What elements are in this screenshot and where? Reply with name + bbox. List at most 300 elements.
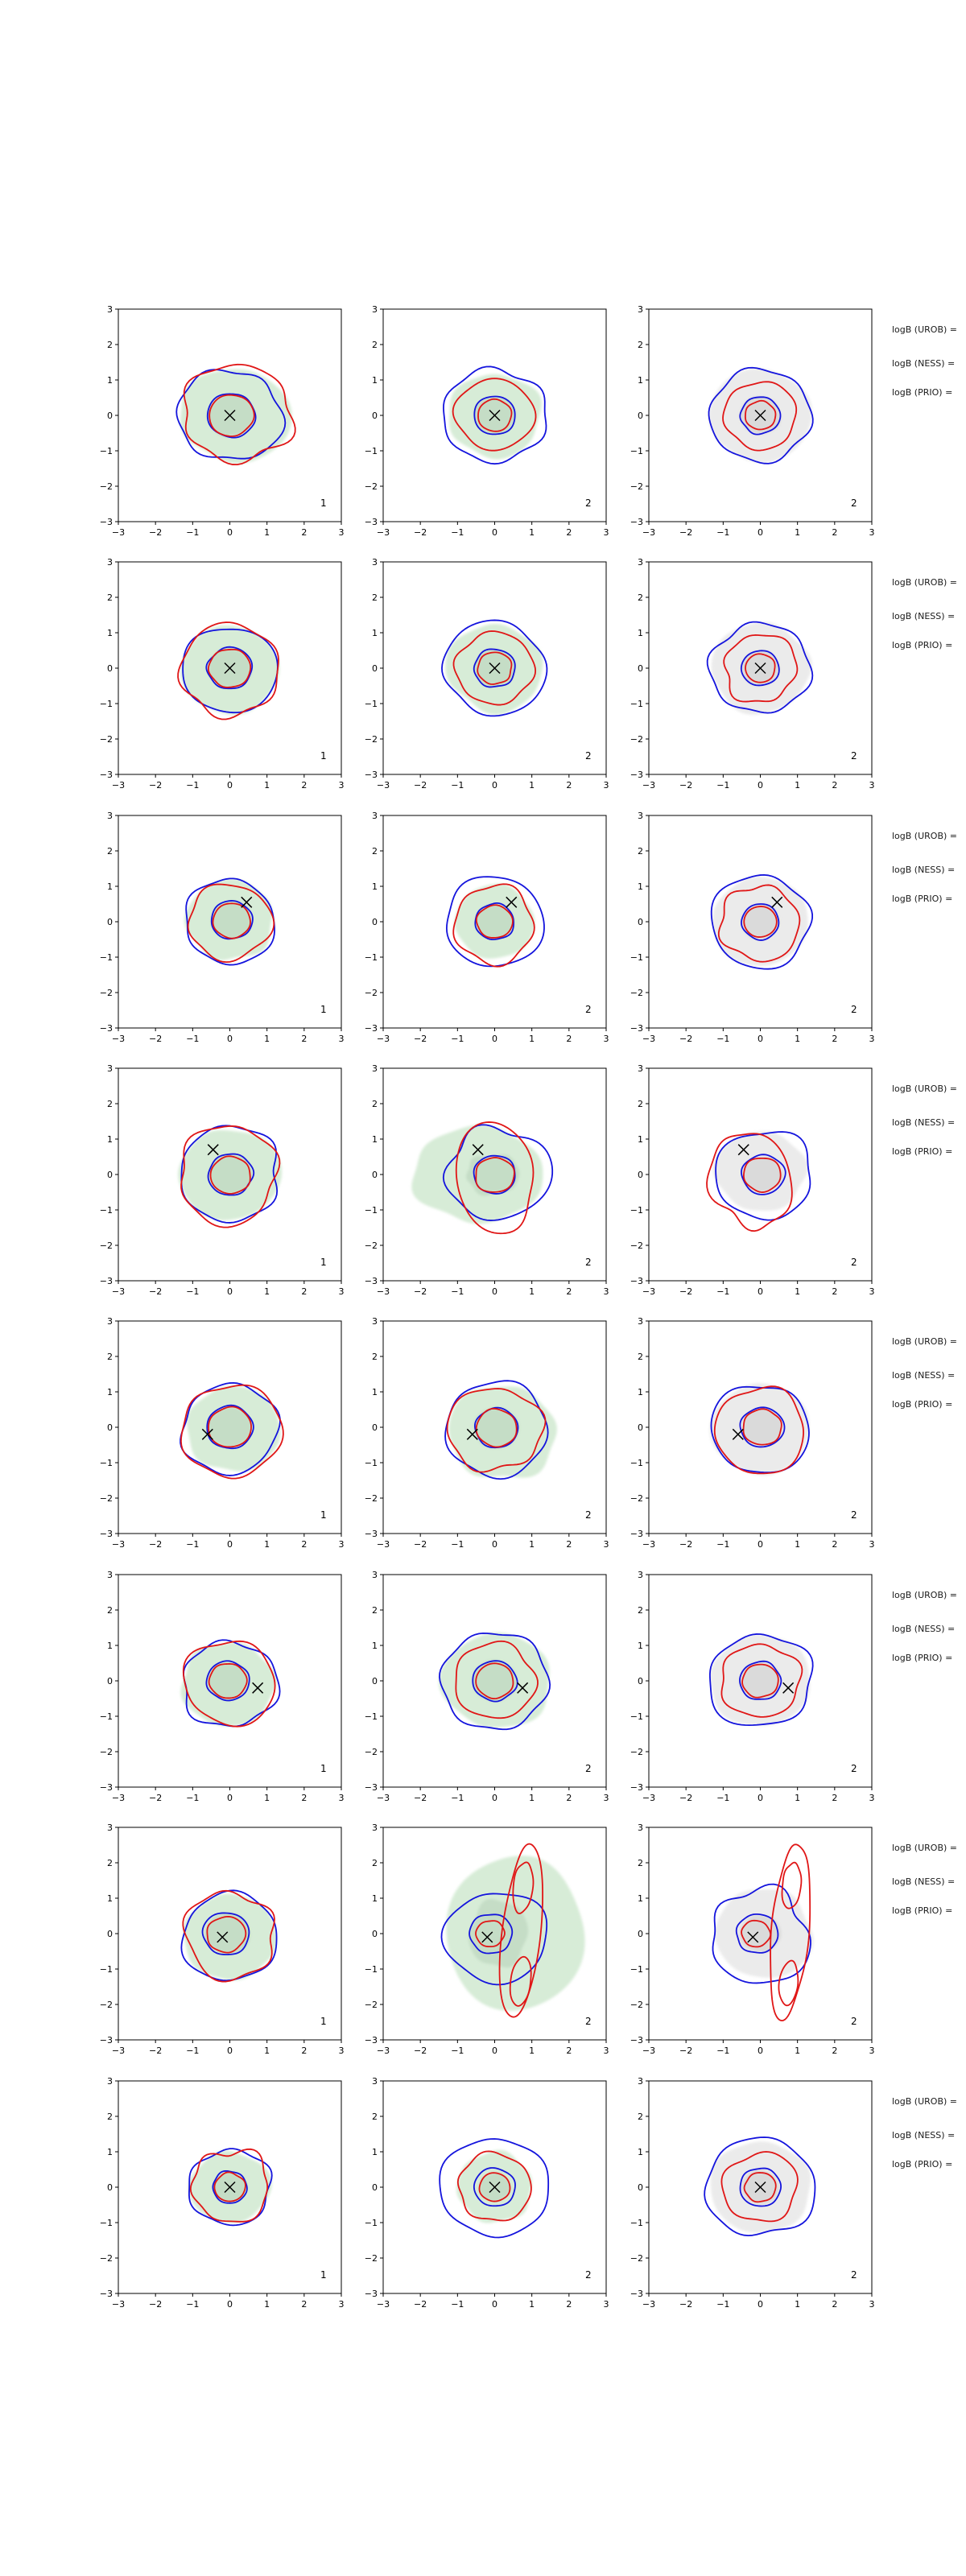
panel-number-label: 1 (320, 497, 327, 510)
y-tick-label: −2 (99, 2000, 113, 2010)
x-tick-label: 3 (338, 1793, 345, 1803)
subplot-r4c2 (356, 1062, 618, 1308)
plot-svg-r5c1 (91, 1315, 353, 1558)
panel-number-label: 2 (585, 2269, 592, 2281)
y-tick-label: −3 (630, 1529, 643, 1539)
y-tick-label: −2 (364, 1747, 378, 1757)
logb-ness-label: logB (NESS) = (892, 1624, 956, 1634)
logb-prio-label: logB (PRIO) = (892, 1905, 953, 1916)
y-tick-label: −2 (630, 1493, 643, 1504)
logb-prio-label: logB (PRIO) = (892, 1399, 953, 1410)
subplot-r2c3 (621, 555, 884, 802)
x-tick-label: 1 (264, 1539, 270, 1550)
x-tick-label: 0 (227, 1034, 233, 1044)
y-tick-label: −1 (630, 1205, 643, 1216)
subplot-r4c1 (91, 1062, 353, 1308)
logb-prio-label: logB (PRIO) = (892, 894, 953, 904)
x-tick-label: 2 (832, 2046, 838, 2056)
x-tick-label: 0 (758, 527, 763, 538)
plot-svg-r8c1 (91, 2074, 353, 2318)
x-tick-label: 1 (795, 1539, 801, 1550)
plot-svg-r2c2 (356, 555, 618, 799)
x-tick-label: −2 (149, 1539, 163, 1550)
y-tick-label: −3 (364, 770, 378, 780)
y-tick-label: 1 (372, 1134, 378, 1145)
panel-number-label: 2 (851, 1763, 857, 1775)
y-tick-label: −2 (99, 734, 113, 745)
x-tick-label: 0 (758, 2299, 763, 2310)
y-tick-label: 3 (372, 811, 378, 821)
y-tick-label: 2 (638, 1858, 643, 1868)
y-tick-label: −3 (364, 1276, 378, 1286)
x-tick-label: −2 (414, 1034, 427, 1044)
x-tick-label: 2 (832, 1793, 838, 1803)
x-tick-label: −3 (642, 2299, 656, 2310)
x-tick-label: −2 (679, 1793, 693, 1803)
logb-urob-label: logB (UROB) = (892, 1843, 958, 1853)
x-tick-label: −3 (111, 780, 126, 791)
logb-ness-label: logB (NESS) = (892, 611, 956, 621)
y-tick-label: 3 (372, 1570, 378, 1580)
x-tick-label: 0 (492, 1034, 497, 1044)
panel-number-label: 1 (320, 1763, 327, 1775)
y-tick-label: −3 (99, 2289, 113, 2299)
plot-svg-r2c3 (621, 555, 884, 799)
plot-svg-r3c2 (356, 809, 618, 1052)
x-tick-label: −1 (716, 2046, 730, 2056)
panel-number-label: 2 (851, 2016, 857, 2028)
x-tick-label: 0 (758, 1034, 763, 1044)
x-tick-label: 2 (301, 1793, 308, 1803)
x-tick-label: 2 (301, 2299, 308, 2310)
x-tick-label: −3 (376, 1539, 390, 1550)
x-tick-label: 3 (869, 2046, 875, 2056)
x-tick-label: −2 (149, 2299, 163, 2310)
x-tick-label: 2 (566, 1286, 572, 1297)
y-tick-label: −2 (630, 481, 643, 492)
y-tick-label: −3 (630, 517, 643, 527)
y-tick-label: 0 (372, 1422, 378, 1433)
x-tick-label: 2 (301, 1539, 308, 1550)
x-tick-label: −3 (376, 780, 390, 791)
x-tick-label: 2 (832, 527, 838, 538)
subplot-r3c1 (91, 809, 353, 1055)
x-tick-label: −3 (642, 1793, 656, 1803)
x-tick-label: 3 (603, 1539, 609, 1550)
x-tick-label: −2 (149, 780, 163, 791)
y-tick-label: 2 (372, 1099, 378, 1109)
x-tick-label: 1 (795, 1034, 801, 1044)
y-tick-label: −1 (364, 1458, 378, 1468)
panel-number-label: 2 (851, 1509, 857, 1521)
x-tick-label: −1 (716, 780, 730, 791)
x-tick-label: 0 (758, 1793, 763, 1803)
y-tick-label: 1 (638, 881, 643, 892)
x-tick-label: 1 (529, 1034, 535, 1044)
y-tick-label: −1 (99, 1205, 113, 1216)
y-tick-label: 3 (638, 2076, 643, 2087)
plot-svg-r4c3 (621, 1062, 884, 1305)
y-tick-label: 1 (107, 2147, 113, 2157)
y-tick-label: −2 (99, 1493, 113, 1504)
y-tick-label: 0 (107, 1929, 113, 1939)
y-tick-label: 2 (372, 1858, 378, 1868)
logb-ness-label: logB (NESS) = (892, 1117, 956, 1128)
x-tick-label: 0 (227, 1539, 233, 1550)
panel-number-label: 1 (320, 1257, 327, 1269)
x-tick-label: −1 (186, 527, 200, 538)
x-tick-label: 1 (264, 527, 270, 538)
x-tick-label: 0 (758, 2046, 763, 2056)
panel-number-label: 1 (320, 2269, 327, 2281)
logb-urob-label: logB (UROB) = (892, 1336, 958, 1347)
x-tick-label: 0 (227, 780, 233, 791)
subplot-r3c2 (356, 809, 618, 1055)
subplot-r2c2 (356, 555, 618, 802)
x-tick-label: 0 (758, 1286, 763, 1297)
y-tick-label: 0 (638, 1676, 643, 1686)
panel-number-label: 2 (585, 2016, 592, 2028)
y-tick-label: 1 (372, 881, 378, 892)
y-tick-label: 2 (107, 592, 113, 603)
y-tick-label: −2 (364, 2253, 378, 2264)
panel-number-label: 2 (851, 497, 857, 510)
y-tick-label: −1 (630, 952, 643, 963)
panel-number-label: 2 (585, 750, 592, 762)
y-tick-label: −3 (364, 2035, 378, 2046)
x-tick-label: 1 (795, 2299, 801, 2310)
x-tick-label: 3 (603, 527, 609, 538)
y-tick-label: 0 (638, 1170, 643, 1180)
x-tick-label: −1 (451, 527, 464, 538)
subplot-r6c2 (356, 1568, 618, 1814)
y-tick-label: −2 (364, 734, 378, 745)
y-tick-label: 3 (638, 1316, 643, 1327)
x-tick-label: −1 (716, 1286, 730, 1297)
y-tick-label: 2 (638, 592, 643, 603)
x-tick-label: −3 (111, 2046, 126, 2056)
y-tick-label: 2 (638, 1352, 643, 1362)
y-tick-label: −3 (364, 1023, 378, 1034)
logb-urob-label: logB (UROB) = (892, 2096, 958, 2107)
x-tick-label: 1 (264, 2299, 270, 2310)
subplot-r5c2 (356, 1315, 618, 1561)
x-tick-label: 3 (603, 2046, 609, 2056)
x-tick-label: −3 (111, 1793, 126, 1803)
x-tick-label: 3 (869, 780, 875, 791)
x-tick-label: −1 (451, 1286, 464, 1297)
x-tick-label: 2 (832, 1034, 838, 1044)
x-tick-label: 0 (492, 1286, 497, 1297)
x-tick-label: 2 (301, 780, 308, 791)
x-tick-label: 0 (227, 2046, 233, 2056)
y-tick-label: −1 (364, 1711, 378, 1722)
y-tick-label: 2 (372, 1352, 378, 1362)
x-tick-label: −1 (716, 1793, 730, 1803)
x-tick-label: 3 (869, 2299, 875, 2310)
y-tick-label: −3 (364, 1529, 378, 1539)
y-tick-label: 0 (372, 411, 378, 421)
y-tick-label: 1 (638, 1134, 643, 1145)
x-tick-label: 3 (338, 527, 345, 538)
x-tick-label: −1 (716, 1539, 730, 1550)
x-tick-label: −3 (642, 780, 656, 791)
subplot-r6c1 (91, 1568, 353, 1814)
x-tick-label: 3 (338, 780, 345, 791)
y-tick-label: −3 (364, 517, 378, 527)
x-tick-label: −2 (414, 2046, 427, 2056)
y-tick-label: 2 (372, 340, 378, 350)
plot-svg-r6c1 (91, 1568, 353, 1811)
x-tick-label: 0 (492, 1539, 497, 1550)
x-tick-label: 3 (338, 1539, 345, 1550)
plot-svg-r4c2 (356, 1062, 618, 1305)
x-tick-label: 3 (869, 527, 875, 538)
plot-svg-r4c1 (91, 1062, 353, 1305)
y-tick-label: 1 (107, 881, 113, 892)
plot-svg-r3c1 (91, 809, 353, 1052)
y-tick-label: 3 (372, 1823, 378, 1833)
x-tick-label: 2 (566, 1793, 572, 1803)
x-tick-label: 1 (795, 527, 801, 538)
plot-svg-r5c3 (621, 1315, 884, 1558)
y-tick-label: 1 (107, 628, 113, 638)
y-tick-label: −1 (364, 952, 378, 963)
y-tick-label: 2 (372, 846, 378, 857)
x-tick-label: −3 (111, 1539, 126, 1550)
x-tick-label: −2 (414, 1793, 427, 1803)
plot-svg-r3c3 (621, 809, 884, 1052)
x-tick-label: 1 (529, 1793, 535, 1803)
y-tick-label: −3 (630, 1782, 643, 1793)
y-tick-label: 0 (638, 1929, 643, 1939)
y-tick-label: 1 (372, 1893, 378, 1904)
logb-urob-label: logB (UROB) = (892, 831, 958, 841)
plot-svg-r7c3 (621, 1821, 884, 2064)
logb-ness-label: logB (NESS) = (892, 1876, 956, 1887)
x-tick-label: 1 (529, 527, 535, 538)
subplot-r6c3 (621, 1568, 884, 1814)
y-tick-label: −1 (99, 1458, 113, 1468)
plot-svg-r7c1 (91, 1821, 353, 2064)
subplot-r4c3 (621, 1062, 884, 1308)
x-tick-label: −2 (679, 2046, 693, 2056)
x-tick-label: 2 (832, 1539, 838, 1550)
x-tick-label: 1 (529, 780, 535, 791)
y-tick-label: 2 (638, 340, 643, 350)
x-tick-label: −1 (186, 780, 200, 791)
x-tick-label: −3 (642, 527, 656, 538)
x-tick-label: −3 (111, 527, 126, 538)
y-tick-label: 3 (372, 1063, 378, 1074)
y-tick-label: 2 (372, 2112, 378, 2122)
y-tick-label: −2 (630, 734, 643, 745)
y-tick-label: 0 (372, 1170, 378, 1180)
x-tick-label: 2 (566, 1539, 572, 1550)
plot-svg-r5c2 (356, 1315, 618, 1558)
y-tick-label: −1 (99, 446, 113, 456)
y-tick-label: 0 (107, 411, 113, 421)
y-tick-label: −3 (99, 1023, 113, 1034)
y-tick-label: 2 (638, 846, 643, 857)
y-tick-label: −3 (630, 770, 643, 780)
y-tick-label: 3 (107, 304, 113, 315)
y-tick-label: 0 (372, 2182, 378, 2193)
x-tick-label: 2 (301, 1034, 308, 1044)
x-tick-label: −1 (451, 1034, 464, 1044)
x-tick-label: 3 (338, 1034, 345, 1044)
y-tick-label: −1 (99, 2218, 113, 2228)
x-tick-label: −1 (716, 1034, 730, 1044)
x-tick-label: 1 (264, 1034, 270, 1044)
y-tick-label: 3 (107, 1316, 113, 1327)
plot-svg-r1c3 (621, 303, 884, 546)
x-tick-label: 0 (227, 1793, 233, 1803)
y-tick-label: 1 (638, 628, 643, 638)
y-tick-label: 2 (107, 340, 113, 350)
x-tick-label: 2 (301, 2046, 308, 2056)
y-tick-label: 3 (638, 1063, 643, 1074)
x-tick-label: −3 (376, 1793, 390, 1803)
y-tick-label: 1 (372, 2147, 378, 2157)
x-tick-label: −1 (186, 2046, 200, 2056)
subplot-r8c1 (91, 2074, 353, 2321)
y-tick-label: −1 (99, 699, 113, 709)
panel-number-label: 2 (851, 2269, 857, 2281)
x-tick-label: 0 (492, 1793, 497, 1803)
y-tick-label: 0 (372, 917, 378, 927)
x-tick-label: 3 (603, 1034, 609, 1044)
x-tick-label: −1 (186, 2299, 200, 2310)
y-tick-label: 1 (107, 1641, 113, 1651)
panel-number-label: 2 (585, 1257, 592, 1269)
logb-prio-label: logB (PRIO) = (892, 387, 953, 398)
subplot-r1c2 (356, 303, 618, 549)
panel-number-label: 2 (851, 1257, 857, 1269)
x-tick-label: −2 (149, 527, 163, 538)
x-tick-label: 1 (264, 1286, 270, 1297)
x-tick-label: −3 (376, 527, 390, 538)
subplot-r1c3 (621, 303, 884, 549)
x-tick-label: 2 (566, 527, 572, 538)
x-tick-label: −1 (451, 1539, 464, 1550)
y-tick-label: 3 (638, 557, 643, 568)
y-tick-label: −1 (630, 1711, 643, 1722)
y-tick-label: −1 (630, 2218, 643, 2228)
logb-ness-label: logB (NESS) = (892, 2130, 956, 2140)
y-tick-label: −3 (99, 1276, 113, 1286)
y-tick-label: −2 (99, 988, 113, 998)
plot-svg-r1c2 (356, 303, 618, 546)
y-tick-label: 0 (372, 663, 378, 674)
y-tick-label: 2 (107, 846, 113, 857)
y-tick-label: −2 (99, 2253, 113, 2264)
y-tick-label: 3 (372, 304, 378, 315)
x-tick-label: 3 (338, 1286, 345, 1297)
x-tick-label: −1 (451, 2299, 464, 2310)
x-tick-label: 2 (832, 2299, 838, 2310)
y-tick-label: −3 (364, 2289, 378, 2299)
x-tick-label: −2 (679, 1286, 693, 1297)
y-tick-label: 0 (107, 663, 113, 674)
y-tick-label: 2 (107, 1858, 113, 1868)
x-tick-label: −2 (679, 1034, 693, 1044)
x-tick-label: −3 (376, 1286, 390, 1297)
x-tick-label: 1 (529, 1539, 535, 1550)
x-tick-label: −1 (186, 1034, 200, 1044)
y-tick-label: 3 (638, 811, 643, 821)
y-tick-label: 3 (638, 304, 643, 315)
y-tick-label: 3 (107, 557, 113, 568)
y-tick-label: −3 (99, 1529, 113, 1539)
y-tick-label: 2 (638, 1605, 643, 1616)
subplot-r5c1 (91, 1315, 353, 1561)
y-tick-label: −1 (364, 1205, 378, 1216)
panel-number-label: 2 (851, 1004, 857, 1016)
y-tick-label: 3 (638, 1823, 643, 1833)
logb-urob-label: logB (UROB) = (892, 577, 958, 588)
x-tick-label: −2 (679, 1539, 693, 1550)
y-tick-label: −2 (364, 1493, 378, 1504)
subplot-r8c2 (356, 2074, 618, 2321)
y-tick-label: −1 (364, 2218, 378, 2228)
x-tick-label: −2 (149, 1793, 163, 1803)
y-tick-label: 1 (372, 628, 378, 638)
plot-svg-r1c1 (91, 303, 353, 546)
y-tick-label: −2 (630, 2253, 643, 2264)
x-tick-label: −2 (414, 527, 427, 538)
subplot-r7c1 (91, 1821, 353, 2067)
x-tick-label: 2 (301, 527, 308, 538)
y-tick-label: −1 (364, 446, 378, 456)
subplot-r1c1 (91, 303, 353, 549)
x-tick-label: −2 (149, 1034, 163, 1044)
y-tick-label: 3 (638, 1570, 643, 1580)
y-tick-label: 0 (638, 411, 643, 421)
x-tick-label: 2 (566, 2299, 572, 2310)
subplot-r7c2 (356, 1821, 618, 2067)
x-tick-label: −1 (186, 1793, 200, 1803)
y-tick-label: 3 (107, 1570, 113, 1580)
plot-svg-r8c3 (621, 2074, 884, 2318)
y-tick-label: 0 (638, 917, 643, 927)
logb-ness-label: logB (NESS) = (892, 865, 956, 875)
x-tick-label: −3 (111, 1034, 126, 1044)
y-tick-label: 1 (638, 1641, 643, 1651)
x-tick-label: 1 (529, 2046, 535, 2056)
x-tick-label: 3 (338, 2299, 345, 2310)
x-tick-label: 3 (869, 1793, 875, 1803)
x-tick-label: 0 (227, 2299, 233, 2310)
logb-prio-label: logB (PRIO) = (892, 2159, 953, 2169)
y-tick-label: −3 (99, 1782, 113, 1793)
logb-prio-label: logB (PRIO) = (892, 640, 953, 650)
y-tick-label: −1 (630, 1964, 643, 1975)
x-tick-label: −3 (376, 2299, 390, 2310)
panel-number-label: 2 (585, 1763, 592, 1775)
x-tick-label: 0 (227, 1286, 233, 1297)
y-tick-label: 0 (107, 2182, 113, 2193)
y-tick-label: 2 (107, 2112, 113, 2122)
x-tick-label: −1 (451, 1793, 464, 1803)
plot-svg-r7c2 (356, 1821, 618, 2064)
y-tick-label: −2 (99, 1241, 113, 1251)
x-tick-label: −3 (642, 1034, 656, 1044)
y-tick-label: 1 (372, 1641, 378, 1651)
x-tick-label: 3 (603, 1793, 609, 1803)
x-tick-label: −2 (679, 527, 693, 538)
subplot-r7c3 (621, 1821, 884, 2067)
